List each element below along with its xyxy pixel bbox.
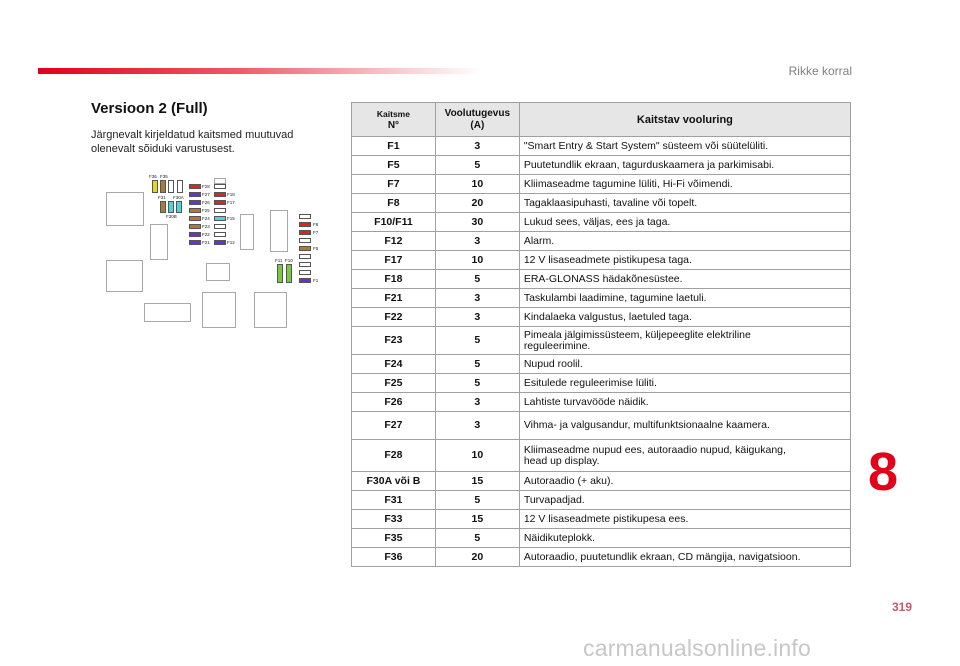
fuse-slot bbox=[168, 180, 174, 193]
fuse-f30b bbox=[176, 201, 182, 213]
fuse-label: F28 bbox=[202, 184, 210, 189]
diagram-block bbox=[240, 214, 254, 250]
fuse-f11 bbox=[277, 264, 283, 283]
header-label: N° bbox=[387, 119, 400, 131]
fuse-label: F10 bbox=[285, 258, 293, 263]
fuse-usage-line: Kliimaseadme nupud ees, autoraadio nupud, käigukang, bbox=[523, 443, 786, 456]
fuse-slot bbox=[299, 270, 311, 275]
fuse-usage bbox=[519, 440, 850, 472]
fuse-usage: "Smart Entry & Start System" süsteem või süütelüliti. bbox=[519, 137, 850, 156]
fuse-number: F30A või B bbox=[352, 472, 436, 491]
fuse-usage-line: Pimeala jälgimissüsteem, küljepeeglite elektriline bbox=[523, 328, 751, 341]
fuse-f31 bbox=[160, 201, 166, 213]
header-accent-bar bbox=[38, 68, 483, 74]
fuse-slot bbox=[299, 214, 311, 219]
diagram-block bbox=[206, 263, 230, 281]
fuse-amps: 5 bbox=[435, 374, 519, 393]
diagram-block bbox=[144, 303, 191, 322]
fuse-label: F30B bbox=[166, 214, 177, 219]
fuse-usage: 12 V lisaseadmete pistikupesa taga. bbox=[519, 251, 850, 270]
table-row bbox=[352, 175, 851, 194]
fuse-slot bbox=[214, 224, 226, 229]
fuse-label: F21 bbox=[202, 240, 210, 245]
header-amperage bbox=[435, 103, 519, 137]
page-heading: Versioon 2 (Full) bbox=[91, 100, 208, 117]
fuse-label: F25 bbox=[202, 208, 210, 213]
fuse-label: F8 bbox=[313, 222, 319, 227]
fuse-number: F35 bbox=[352, 529, 436, 548]
fuse-label: F7 bbox=[313, 230, 319, 235]
fuse-slot bbox=[177, 180, 183, 193]
fuse-f24 bbox=[189, 216, 201, 221]
fuse-usage: ERA-GLONASS hädakõnesüstee. bbox=[519, 270, 850, 289]
fuse-number: F25 bbox=[352, 374, 436, 393]
table-row bbox=[352, 374, 851, 393]
fuse-amps: 15 bbox=[435, 510, 519, 529]
fuse-number: F27 bbox=[352, 412, 436, 440]
header-label: Kaitsme bbox=[376, 108, 410, 119]
fuse-f28 bbox=[189, 184, 201, 189]
fuse-usage-line: reguleerimine. bbox=[523, 339, 591, 352]
fuse-f15 bbox=[214, 216, 226, 221]
table-row bbox=[352, 213, 851, 232]
fuse-f30a bbox=[168, 201, 174, 213]
fuse-number: F28 bbox=[352, 440, 436, 472]
fuse-amps: 3 bbox=[435, 393, 519, 412]
table-row bbox=[352, 472, 851, 491]
diagram-block bbox=[106, 192, 144, 226]
diagram-block bbox=[254, 292, 287, 328]
table-row bbox=[352, 440, 851, 472]
fuse-number: F36 bbox=[352, 548, 436, 567]
fuse-amps: 5 bbox=[435, 327, 519, 355]
fuse-label: F24 bbox=[202, 216, 210, 221]
fuse-label: F27 bbox=[202, 192, 210, 197]
fuse-amps: 5 bbox=[435, 491, 519, 510]
fuse-f21 bbox=[189, 240, 201, 245]
fuse-amps: 3 bbox=[435, 412, 519, 440]
fuse-f5 bbox=[299, 246, 311, 251]
fuse-label: F18 bbox=[227, 192, 235, 197]
fuse-label: F11 bbox=[275, 258, 283, 263]
fuse-label: F23 bbox=[202, 224, 210, 229]
fuse-usage: Näidikuteplokk. bbox=[519, 529, 850, 548]
fuse-usage: Lahtiste turvavööde näidik. bbox=[519, 393, 850, 412]
fuse-usage: Alarm. bbox=[519, 232, 850, 251]
fuse-usage: Turvapadjad. bbox=[519, 491, 850, 510]
fuse-f7 bbox=[299, 230, 311, 235]
fuse-f10 bbox=[286, 264, 292, 283]
fuse-slot bbox=[299, 262, 311, 267]
diagram-block bbox=[202, 292, 236, 328]
fuse-number: F17 bbox=[352, 251, 436, 270]
fuse-slot bbox=[299, 254, 311, 259]
table-row bbox=[352, 355, 851, 374]
fuse-usage: Autoraadio (+ aku). bbox=[519, 472, 850, 491]
fuse-usage: Kliimaseadme tagumine lüliti, Hi-Fi võimendi. bbox=[519, 175, 850, 194]
fuse-f17 bbox=[214, 200, 226, 205]
fuse-slot bbox=[299, 238, 311, 243]
fuse-number: F26 bbox=[352, 393, 436, 412]
fuse-amps: 5 bbox=[435, 270, 519, 289]
table-row bbox=[352, 194, 851, 213]
fuse-slot bbox=[214, 184, 226, 189]
fuse-f26 bbox=[189, 200, 201, 205]
diagram-block bbox=[106, 260, 143, 292]
fuse-label: F17 bbox=[227, 200, 235, 205]
table-row bbox=[352, 412, 851, 440]
fuse-label: F12 bbox=[227, 240, 235, 245]
fuse-number: F22 bbox=[352, 308, 436, 327]
table-row bbox=[352, 251, 851, 270]
fuse-usage: Lukud sees, väljas, ees ja taga. bbox=[519, 213, 850, 232]
fuse-f35 bbox=[160, 180, 166, 193]
fuse-amps: 5 bbox=[435, 156, 519, 175]
fuse-amps: 3 bbox=[435, 289, 519, 308]
fuse-label: F1 bbox=[313, 278, 319, 283]
fuse-label: F36 bbox=[149, 174, 157, 179]
watermark-text: carmanualsonline.info bbox=[583, 635, 811, 661]
fuse-amps: 20 bbox=[435, 548, 519, 567]
table-header-row bbox=[352, 103, 851, 137]
fuse-number: F7 bbox=[352, 175, 436, 194]
table-row bbox=[352, 510, 851, 529]
fuse-number: F24 bbox=[352, 355, 436, 374]
table-row bbox=[352, 529, 851, 548]
header-fuse-number bbox=[352, 103, 436, 137]
fuse-number: F33 bbox=[352, 510, 436, 529]
table-row bbox=[352, 156, 851, 175]
fuse-usage: Taskulambi laadimine, tagumine laetuli. bbox=[519, 289, 850, 308]
fuse-table bbox=[351, 102, 851, 567]
fuse-amps: 15 bbox=[435, 472, 519, 491]
fuse-f12 bbox=[214, 240, 226, 245]
fuse-number: F21 bbox=[352, 289, 436, 308]
table-row bbox=[352, 327, 851, 355]
fuse-f8 bbox=[299, 222, 311, 227]
header-circuit: Kaitstav vooluring bbox=[519, 103, 850, 137]
table-row bbox=[352, 232, 851, 251]
fuse-number: F31 bbox=[352, 491, 436, 510]
fuse-label: F5 bbox=[313, 246, 319, 251]
fuse-amps: 20 bbox=[435, 194, 519, 213]
fuse-amps: 5 bbox=[435, 355, 519, 374]
chapter-number: 8 bbox=[868, 442, 899, 502]
fuse-f27 bbox=[189, 192, 201, 197]
fuse-usage: Tagaklaasipuhasti, tavaline või topelt. bbox=[519, 194, 850, 213]
fuse-number: F23 bbox=[352, 327, 436, 355]
table-row bbox=[352, 491, 851, 510]
fuse-usage: Esitulede reguleerimise lüliti. bbox=[519, 374, 850, 393]
fuse-number: F1 bbox=[352, 137, 436, 156]
fuse-label: F22 bbox=[202, 232, 210, 237]
fuse-number: F8 bbox=[352, 194, 436, 213]
fuse-usage: Autoraadio, puutetundlik ekraan, CD mängija, navigatsioon. bbox=[519, 548, 850, 567]
table-row bbox=[352, 289, 851, 308]
fuse-f36 bbox=[152, 180, 158, 193]
fuse-number: F18 bbox=[352, 270, 436, 289]
fuse-amps: 3 bbox=[435, 232, 519, 251]
header-label: (A) bbox=[470, 119, 485, 131]
fuse-f22 bbox=[189, 232, 201, 237]
table-row bbox=[352, 308, 851, 327]
intro-text: Järgnevalt kirjeldatud kaitsmed muutuvad olenevalt sõiduki varustusest. bbox=[91, 129, 294, 155]
fuse-usage: 12 V lisaseadmete pistikupesa ees. bbox=[519, 510, 850, 529]
fuse-usage: Nupud roolil. bbox=[519, 355, 850, 374]
fuse-slot bbox=[214, 208, 226, 213]
fuse-f1 bbox=[299, 278, 311, 283]
fuse-amps: 10 bbox=[435, 251, 519, 270]
fuse-amps: 30 bbox=[435, 213, 519, 232]
fuse-number: F10/F11 bbox=[352, 213, 436, 232]
table-row bbox=[352, 137, 851, 156]
fuse-label: F26 bbox=[202, 200, 210, 205]
fuse-amps: 3 bbox=[435, 137, 519, 156]
fuse-slot bbox=[214, 232, 226, 237]
fuse-label: F15 bbox=[227, 216, 235, 221]
fuse-number: F12 bbox=[352, 232, 436, 251]
fuse-usage: Puutetundlik ekraan, tagurduskaamera ja parkimisabi. bbox=[519, 156, 850, 175]
diagram-block bbox=[150, 224, 168, 260]
table-row bbox=[352, 270, 851, 289]
fuse-amps: 10 bbox=[435, 440, 519, 472]
fuse-number: F5 bbox=[352, 156, 436, 175]
table-row bbox=[352, 393, 851, 412]
header-label: Voolutugevus bbox=[444, 107, 511, 119]
fuse-amps: 5 bbox=[435, 529, 519, 548]
fuse-label: F35 bbox=[160, 174, 168, 179]
section-title: Rikke korral bbox=[788, 64, 852, 78]
fuse-box-diagram bbox=[100, 170, 330, 335]
page-number: 319 bbox=[891, 600, 912, 614]
fuse-label: F31 bbox=[158, 195, 166, 200]
fuse-amps: 3 bbox=[435, 308, 519, 327]
fuse-usage-line: head up display. bbox=[523, 454, 600, 467]
fuse-usage bbox=[519, 327, 850, 355]
fuse-f25 bbox=[189, 208, 201, 213]
fuse-f18 bbox=[214, 192, 226, 197]
fuse-f23 bbox=[189, 224, 201, 229]
fuse-usage: Kindalaeka valgustus, laetuled taga. bbox=[519, 308, 850, 327]
fuse-usage: Vihma- ja valgusandur, multifunktsionaalne kaamera. bbox=[519, 412, 850, 440]
diagram-block bbox=[270, 210, 288, 252]
table-row bbox=[352, 548, 851, 567]
fuse-amps: 10 bbox=[435, 175, 519, 194]
fuse-label: F30A bbox=[173, 195, 184, 200]
